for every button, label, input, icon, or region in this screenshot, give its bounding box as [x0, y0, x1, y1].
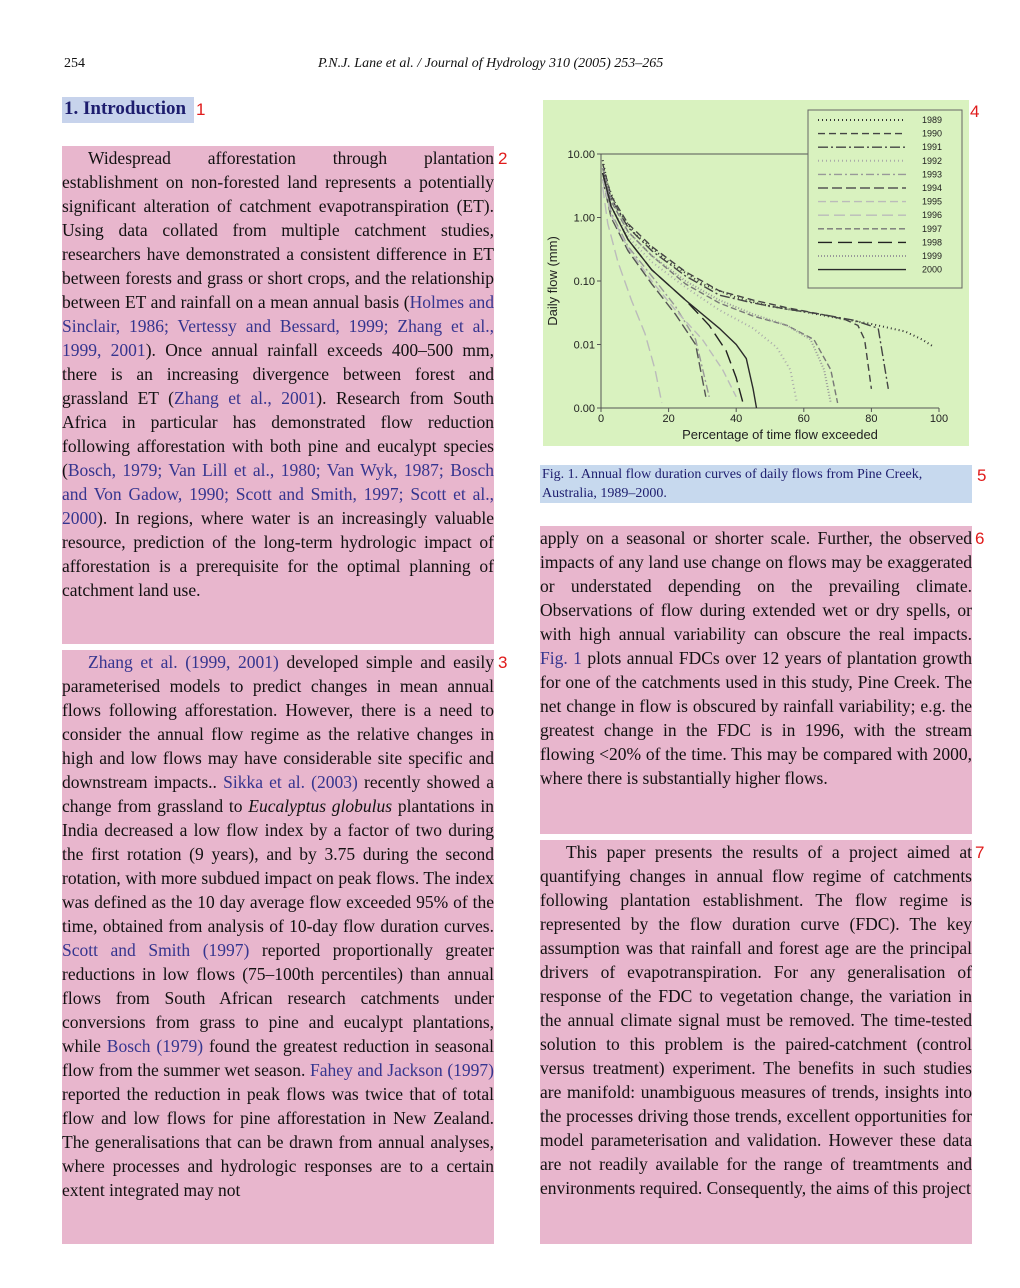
figure-1 — [543, 100, 969, 446]
marker-6: 6 — [975, 529, 985, 548]
paragraph-3-text — [540, 526, 972, 790]
paragraph-3 — [540, 526, 972, 834]
text-run: found the greatest reduction in seasonal flow from the summer wet season. — [62, 1036, 495, 1080]
legend-label: 1998 — [922, 237, 943, 248]
y-tick-label: 0.01 — [573, 339, 595, 352]
x-tick-label: 40 — [730, 413, 743, 425]
x-tick-label: 0 — [597, 413, 605, 425]
marker-3: 3 — [498, 653, 508, 672]
text-run: plots annual FDCs over 12 years of plantation growth for one of the catchments used in this study, Pine Creek. The net change in flow is obscured by rainfall variability; e.g. the greatest change in the FDC is in 1996, with the stream flowing <20% of the time. This may be compared with 2000, where there is substantially higher flows. — [540, 648, 972, 788]
paragraph-4-text — [540, 840, 972, 1200]
legend-label: 1996 — [922, 210, 943, 221]
figure-caption: Fig. 1. Annual flow duration curves of daily flows from Pine Creek, Australia, 1989–2000. — [540, 465, 972, 503]
paragraph-2 — [62, 650, 494, 1244]
text-run: ). In regions, where water is an increasingly valuable resource, prediction of the long-term hydrologic impact of afforestation is a prerequisite for the optimal planning of catchment land use. — [62, 508, 494, 600]
legend-label: 1994 — [922, 183, 943, 193]
citation-link[interactable]: Sikka et al. (2003) — [223, 772, 358, 792]
text-run: developed simple and easily parameterised models to predict changes in mean annual flows following afforestation. However, there is a need to consider the annual flow regime as the relative changes in high and low flows may have considerable site specific and downstream impacts.. — [62, 652, 495, 792]
citation-link[interactable]: Holmes and Sinclair, 1986; Vertessy and Bessard, 1999; Zhang et al., 1999, 2001 — [62, 292, 494, 360]
y-tick-label: 10.00 — [567, 149, 595, 161]
citation-link[interactable]: Zhang et al. (1999, 2001) — [88, 652, 279, 672]
paragraph-4 — [540, 840, 972, 1244]
paragraph-1 — [62, 146, 494, 644]
y-tick-label: 0.00 — [573, 403, 595, 415]
page-number: 254 — [64, 56, 85, 71]
text-run: reported the reduction in peak flows was twice that of total flow and low flows for pine afforestation in New Zealand. The generalisations that can be drawn from annual analyses, where processes and hydrologic responses are to a certain extent integrated may not — [62, 1084, 494, 1200]
section-heading: 1. Introduction — [62, 97, 194, 123]
legend-label: 1997 — [922, 223, 943, 234]
series-line-1999 — [603, 168, 831, 403]
marker-1: 1 — [196, 100, 206, 119]
x-axis-label: Percentage of time flow exceeded — [682, 427, 878, 442]
marker-5: 5 — [977, 466, 987, 485]
citation-link[interactable]: Fahey and Jackson (1997) — [309, 1060, 494, 1080]
citation-link[interactable]: Zhang et al., 2001 — [174, 388, 317, 408]
text-run: plantations in India decreased a low flow index by a factor of two during the first rotation (9 years), and by 3.75 during the second rotation, with more subdued impact on peak flows. The index was defined as the 10 day average flow exceeded 95% of the time, obtained from analysis of 10-day flow duration curves. — [62, 796, 495, 936]
paragraph-2-text — [62, 650, 494, 1202]
x-tick-label: 100 — [929, 413, 949, 425]
y-tick-label: 0.10 — [573, 276, 595, 288]
running-head: P.N.J. Lane et al. / Journal of Hydrology 310 (2005) 253–265 — [318, 56, 664, 71]
series-line-1995 — [603, 179, 737, 396]
x-tick-label: 60 — [797, 413, 810, 425]
series-line-2000 — [603, 173, 757, 408]
text-run: apply on a seasonal or shorter scale. Further, the observed impacts of any land use change on flows may be exaggerated or understated depending on the prevailing climate. Observations of flow during extended wet or dry spells, or with high annual variability can obscure the real impacts. — [540, 528, 972, 644]
legend-label: 1991 — [922, 142, 943, 153]
legend-label: 1995 — [922, 196, 943, 207]
x-tick-label: 20 — [662, 413, 675, 425]
italic-text: Eucalyptus globulus — [248, 796, 393, 816]
legend-label: 2000 — [922, 264, 943, 275]
flow-duration-chart — [543, 100, 969, 446]
text-run: This paper presents the results of a project aimed at quantifying changes in annual flow regime of catchments following plantation establishment. The flow regime is represented by the flow duration curve (FDC). The key assumption was that rainfall and forest age are the principal drivers of evapotranspiration. For any generalisation of response of the FDC to vegetation change, the variation in the annual climate signal must be removed. The time-tested solution to this problem is the paired-catchment (control versus treatment) experiment. The benefits in such studies are manifold: unambiguous measures of trends, insights into the processes driving those trends, excellent opportunities for model parameterisation and validation. However these data are not readily available for the range of treamtments and environments required. Consequently, the aims of this project — [540, 842, 972, 1198]
legend-label: 1990 — [922, 128, 943, 139]
paragraph-1-text — [62, 146, 494, 602]
y-axis-label: Daily flow (mm) — [545, 236, 560, 326]
legend-label: 1993 — [922, 169, 943, 180]
series-line-1996 — [603, 187, 662, 403]
citation-link[interactable]: Fig. 1 — [540, 648, 582, 668]
series-line-1997 — [603, 168, 838, 403]
x-tick-label: 80 — [865, 413, 878, 425]
citation-link[interactable]: Scott and Smith (1997) — [62, 940, 250, 960]
text-run: ). Once annual rainfall exceeds 400–500 mm, there is an increasing divergence between forest and grassland ET ( — [62, 340, 495, 408]
legend-label: 1999 — [922, 251, 943, 261]
citation-link[interactable]: Bosch (1979) — [106, 1036, 204, 1056]
marker-4: 4 — [970, 102, 980, 121]
text-run: reported proportionally greater reductions in low flows (75–100th percentiles) than annual flows from South African research catchments under conversions from grass to pine and eucalypt plantations, while — [62, 940, 494, 1056]
text-run: Widespread afforestation through plantation establishment on non-forested land represents a potentially significant alteration of catchment evapotranspiration (ET). Using data collated from multiple catchment studies, researchers have demonstrated a consistent difference in ET between forests and grass or short crops, and the relationship between ET and rainfall on a mean annual basis ( — [62, 148, 494, 312]
marker-7: 7 — [975, 843, 985, 862]
y-tick-label: 1.00 — [573, 212, 595, 225]
legend-label: 1992 — [922, 155, 943, 166]
legend-label: 1989 — [922, 115, 943, 125]
marker-2: 2 — [498, 149, 508, 168]
text-run: ). Research from South Africa in particular has demonstrated flow reduction following afforestation with both pine and eucalypt species ( — [62, 388, 494, 480]
text-run: recently showed a change from grassland to — [62, 772, 495, 816]
citation-link[interactable]: Bosch, 1979; Van Lill et al., 1980; Van Wyk, 1987; Bosch and Von Gadow, 1990; Scott and Smith, 1997; Scott et al., 2000 — [62, 460, 494, 528]
